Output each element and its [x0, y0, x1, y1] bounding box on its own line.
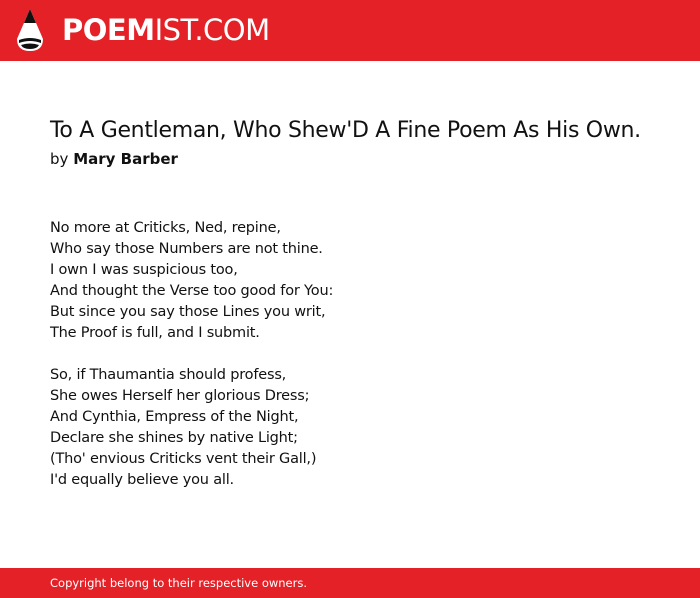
poem-line: So, if Thaumantia should profess,	[50, 367, 287, 383]
copyright-notice: Copyright belong to their respective owners.	[50, 576, 308, 590]
logo-bold-text: POEM	[62, 13, 155, 47]
poem-line: Who say those Numbers are not thine.	[50, 241, 323, 257]
poem-title: To A Gentleman, Who Shew'D A Fine Poem As His Own.	[50, 118, 641, 143]
poem-line: (Tho' envious Criticks vent their Gall,)	[50, 451, 317, 467]
poem-body	[50, 218, 670, 512]
site-logo[interactable]	[62, 12, 270, 48]
logo-light-text: IST.COM	[154, 13, 270, 47]
poem-line: I'd equally believe you all.	[50, 472, 234, 488]
poem-line: And thought the Verse too good for You:	[50, 283, 334, 299]
site-header	[0, 0, 700, 61]
poem-line: But since you say those Lines you writ,	[50, 304, 326, 320]
byline	[50, 149, 178, 169]
author-name[interactable]: Mary Barber	[73, 150, 178, 168]
poem-line: Declare she shines by native Light;	[50, 430, 298, 446]
poem-line: No more at Criticks, Ned, repine,	[50, 220, 281, 236]
poem-line: She owes Herself her glorious Dress;	[50, 388, 310, 404]
by-label: by	[50, 150, 69, 168]
site-footer	[0, 568, 700, 598]
pencil-tip-icon[interactable]	[17, 9, 43, 51]
poem-line: I own I was suspicious too,	[50, 262, 238, 278]
poem-line: And Cynthia, Empress of the Night,	[50, 409, 299, 425]
stanza	[50, 218, 670, 344]
poem-line: The Proof is full, and I submit.	[50, 325, 260, 341]
stanza	[50, 365, 670, 491]
